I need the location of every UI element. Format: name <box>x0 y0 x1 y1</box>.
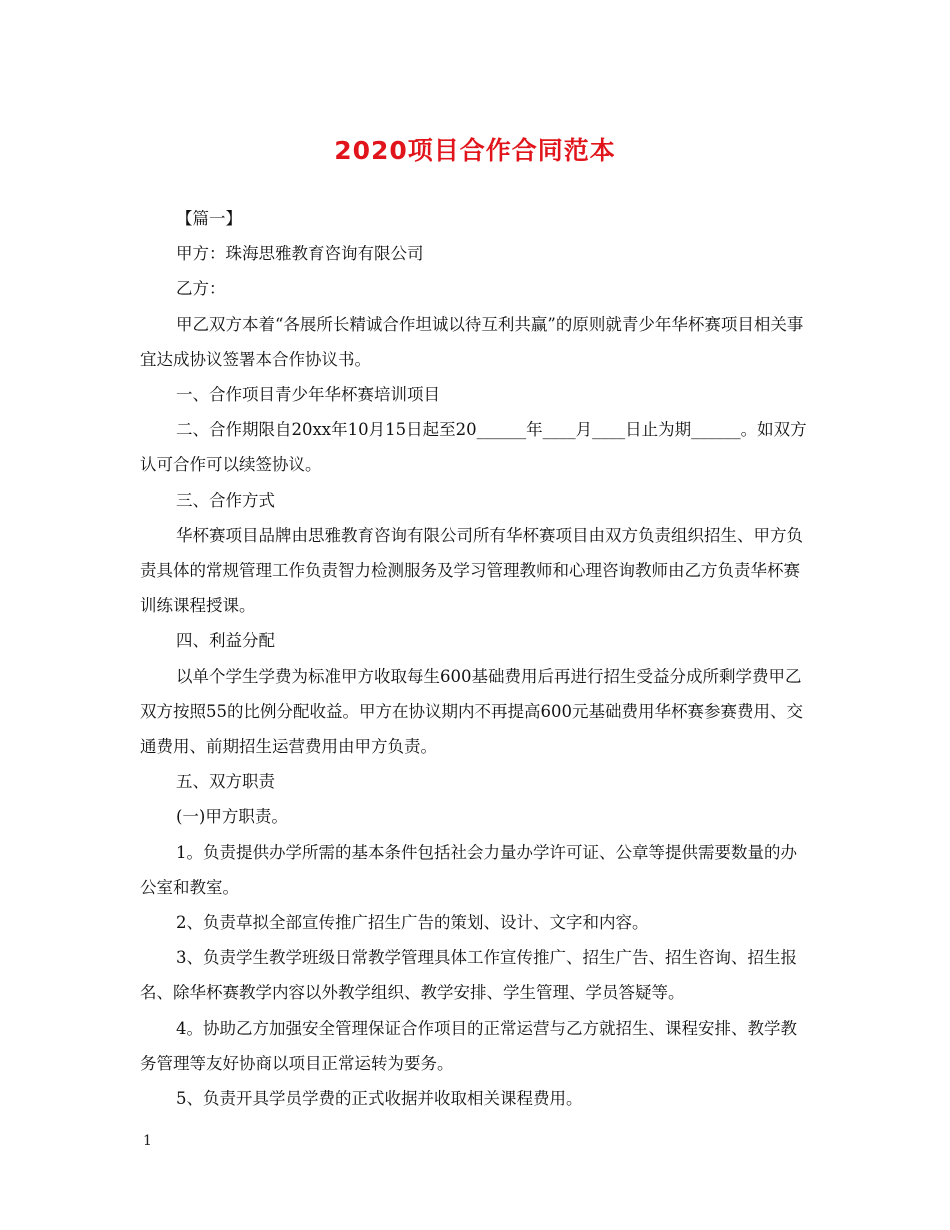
paragraph: 乙方： <box>176 279 226 299</box>
document-title: 2020项目合作合同范本 <box>334 136 616 165</box>
paragraph: 二、合作期限自20xx年10月15日起至20______年____月____日止为期______。如双方认可合作可以续签协议。 <box>140 420 807 475</box>
paragraph: 一、合作项目青少年华杯赛培训项目 <box>176 385 440 405</box>
paragraph: 三、合作方式 <box>176 490 275 510</box>
paragraph: 3、负责学生教学班级日常教学管理具体工作宣传推广、招生广告、招生咨询、招生报名、除华杯赛教学内容以外教学组织、教学安排、学生管理、学员答疑等。 <box>140 948 797 1003</box>
paragraph: 4。协助乙方加强安全管理保证合作项目的正常运营与乙方就招生、课程安排、教学教务管理等友好协商以项目正常运转为要务。 <box>140 1018 797 1073</box>
paragraph: 【篇一】 <box>176 209 242 228</box>
paragraph: 四、利益分配 <box>176 631 275 651</box>
paragraph: 甲方：珠海思雅教育咨询有限公司 <box>176 244 424 264</box>
paragraph: 以单个学生学费为标准甲方收取每生600基础费用后再进行招生受益分成所剩学费甲乙双方按照55的比例分配收益。甲方在协议期内不再提高600元基础费用华杯赛参赛费用、交通费用、前期招生运营费用由甲方负责。 <box>140 666 803 757</box>
paragraph: (一)甲方职责。 <box>176 807 288 827</box>
paragraph: 5、负责开具学员学费的正式收据并收取相关课程费用。 <box>176 1089 583 1109</box>
document-body <box>140 201 812 1116</box>
paragraph: 2、负责草拟全部宣传推广招生广告的策划、设计、文字和内容。 <box>176 913 649 933</box>
paragraph: 五、双方职责 <box>176 772 275 792</box>
paragraph: 华杯赛项目品牌由思雅教育咨询有限公司所有华杯赛项目由双方负责组织招生、甲方负责具体的常规管理工作负责智力检测服务及学习管理教师和心理咨询教师由乙方负责华杯赛训练课程授课。 <box>140 525 803 616</box>
page-number: 1 <box>143 1133 152 1149</box>
paragraph: 1。负责提供办学所需的基本条件包括社会力量办学许可证、公章等提供需要数量的办公室和教室。 <box>140 842 797 897</box>
paragraph: 甲乙双方本着“各展所长精诚合作坦诚以待互利共赢”的原则就青少年华杯赛项目相关事宜达成协议签署本合作协议书。 <box>140 314 804 369</box>
